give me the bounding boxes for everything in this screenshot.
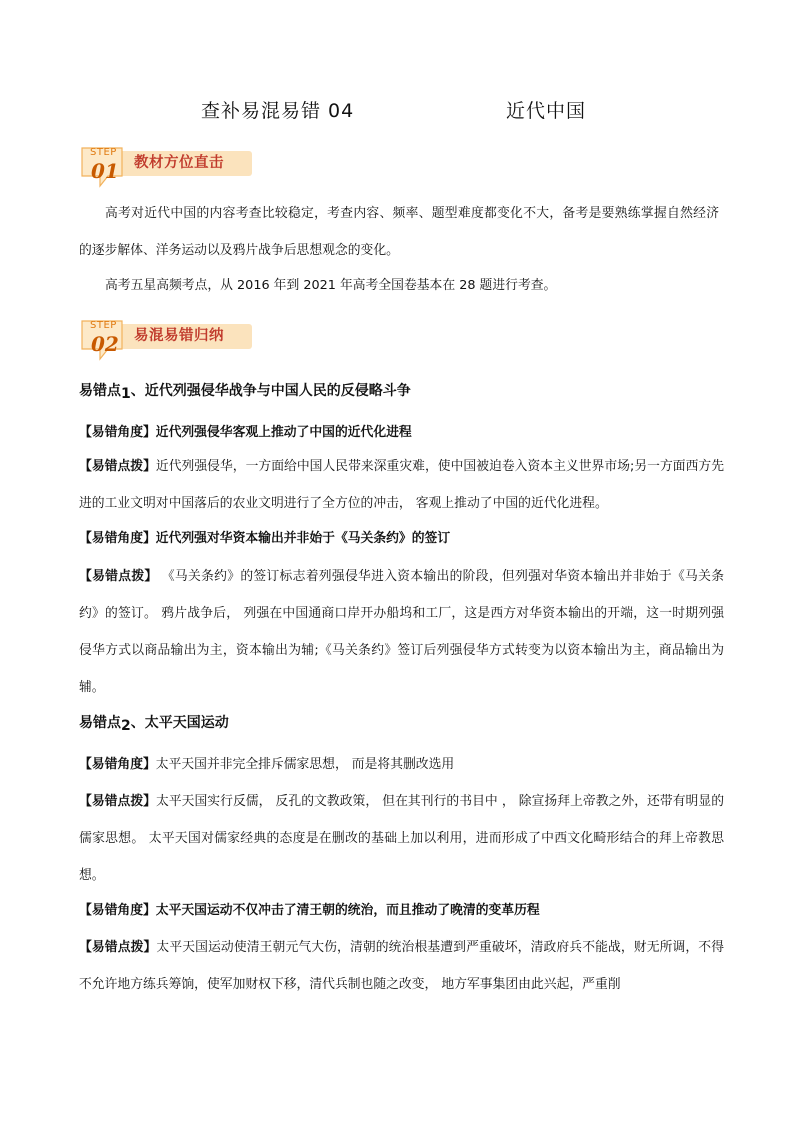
point-1-explain-1 — [79, 448, 724, 522]
step-word: STEP — [90, 320, 117, 331]
angle-text: 太平天国并非完全排斥儒家思想， 而是将其删改选用 — [155, 757, 455, 772]
explain-text: 太平天国运动使清王朝元气大伤，清朝的统治根基遭到严重破坏，清政府兵不能战，财无所调，不得不允许地方练兵筹饷，使军加财权下移，清代兵制也随之改变， 地方军事集团由此兴起，严重削 — [79, 940, 725, 992]
step-word: STEP — [90, 147, 117, 158]
step-label: 教材方位直击 — [134, 155, 224, 171]
angle-text: 太平天国运动不仅冲击了清王朝的统治，而且推动了晚清的变革历程 — [155, 903, 540, 918]
tag-label: 【易错点拨】 — [79, 459, 156, 474]
title-right: 近代中国 — [506, 100, 587, 122]
tag-label: 【易错点拨】 — [79, 569, 158, 584]
point-title: 、近代列强侵华战争与中国人民的反侵略斗争 — [130, 383, 411, 399]
point-number: 2 — [121, 718, 131, 734]
intro-paragraph-1: 高考对近代中国的内容考查比较稳定，考查内容、频率、题型难度都变化不大，备考是要熟练掌握自然经济的逐步解体、洋务运动以及鸦片战争后思想观念的变化。 — [79, 206, 719, 258]
point-2-explain-1 — [79, 783, 724, 894]
point-2-heading — [79, 712, 229, 732]
tag-label: 【易错角度】 — [79, 903, 156, 918]
intro-paragraph-2: 高考五星高频考点，从 2016 年到 2021 年高考全国卷基本在 28 题进行考查。 — [105, 278, 557, 293]
explain-text: 太平天国实行反儒， 反孔的文教政策， 但在其刊行的书目中 ， 除宣扬拜上帝教之外，还带有明显的儒家思想。 太平天国对儒家经典的态度是在删改的基础上加以利用，进而形成了中西文化畸形结合的拜上帝教思想。 — [79, 794, 724, 883]
tag-label: 【易错角度】 — [79, 425, 156, 440]
step-02-badge — [78, 319, 254, 361]
step-number: 01 — [91, 159, 119, 183]
point-number: 1 — [121, 386, 131, 402]
tag-label: 【易错角度】 — [79, 757, 156, 772]
step-number: 02 — [91, 332, 119, 356]
point-title: 、太平天国运动 — [130, 715, 229, 731]
step-01-badge — [78, 146, 254, 188]
step-label: 易混易错归纳 — [134, 328, 224, 344]
tag-label: 【易错点拨】 — [79, 794, 156, 809]
point-2-explain-2 — [79, 929, 724, 1003]
point-1-heading — [79, 380, 411, 400]
page-title — [0, 96, 794, 124]
point-1-explain-2 — [79, 558, 724, 706]
angle-text: 近代列强对华资本输出并非始于《马关条约》的签订 — [155, 531, 451, 546]
point-1-angle-2 — [79, 520, 724, 557]
point-2-angle-1 — [79, 746, 724, 783]
title-left: 查补易混易错 04 — [201, 100, 355, 122]
point-prefix: 易错点 — [79, 715, 121, 731]
angle-text: 近代列强侵华客观上推动了中国的近代化进程 — [155, 425, 412, 440]
explain-text: 《马关条约》的签订标志着列强侵华进入资本输出的阶段，但列强对华资本输出并非始于《马关条约》的签订。 鸦片战争后， 列强在中国通商口岸开办船坞和工厂，这是西方对华资本输出的开端，这一时期列强侵华方式以商品输出为主，资本输出为辅;《马关条约》签订后列强侵华方式转变为以资本输出为主，商品输出为辅。 — [79, 569, 724, 695]
tag-label: 【易错角度】 — [79, 531, 156, 546]
point-prefix: 易错点 — [79, 383, 121, 399]
tag-label: 【易错点拨】 — [79, 940, 157, 955]
point-2-angle-2 — [79, 892, 724, 929]
explain-text: 近代列强侵华，一方面给中国人民带来深重灾难，使中国被迫卷入资本主义世界市场;另一方面西方先进的工业文明对中国落后的农业文明进行了全方位的冲击， 客观上推动了中国的近代化进程。 — [79, 459, 725, 511]
point-1-angle-1 — [79, 414, 724, 451]
